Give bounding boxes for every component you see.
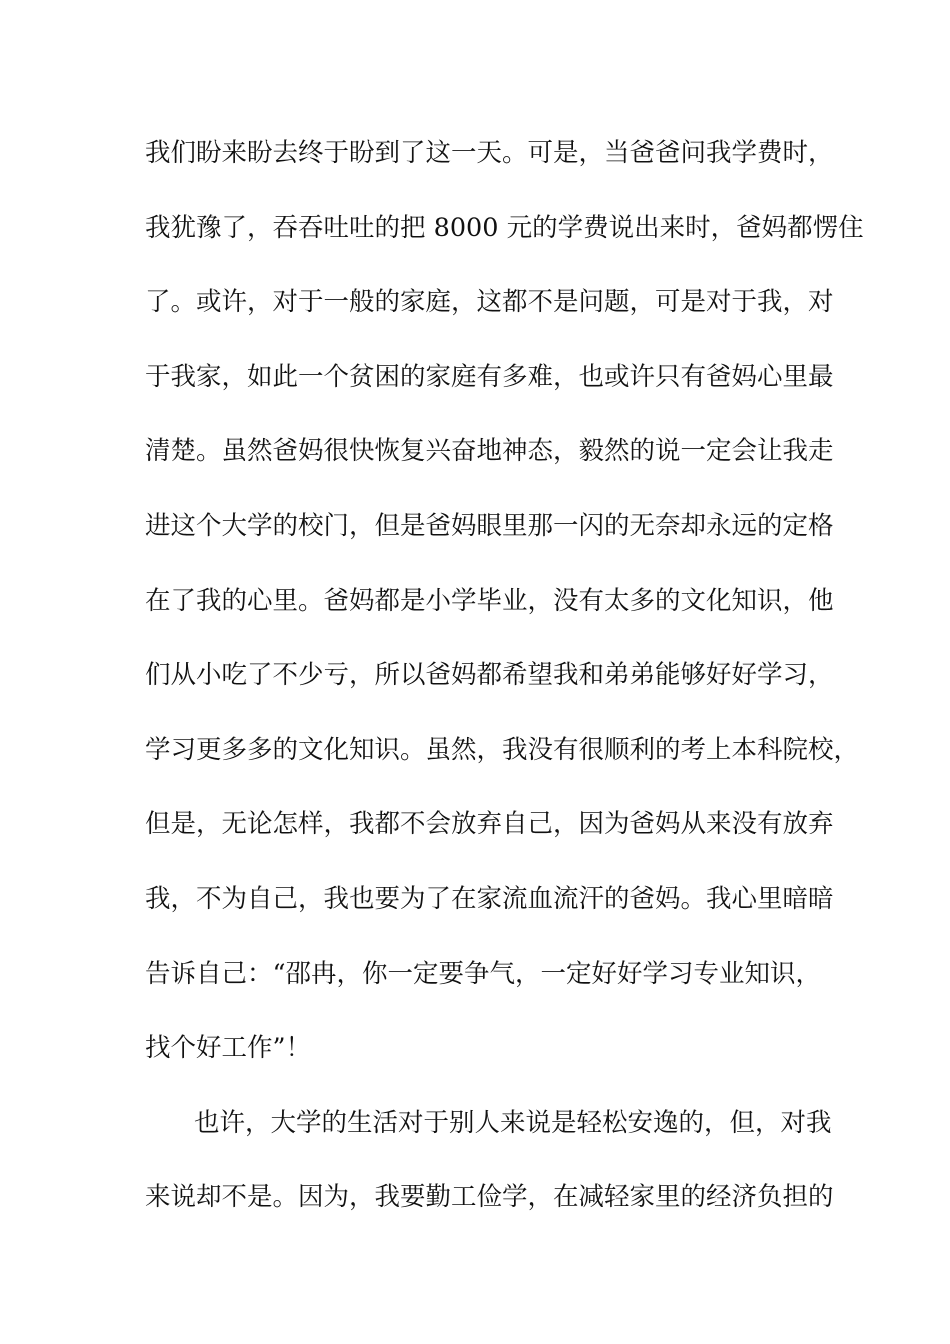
text-line: 清楚。虽然爸妈很快恢复兴奋地神态，毅然的说一定会让我走 [145,436,834,467]
text-line: 进这个大学的校门，但是爸妈眼里那一闪的无奈却永远的定格 [145,510,834,541]
text-line: 来说却不是。因为，我要勤工俭学，在减轻家里的经济负担的 [145,1182,834,1213]
text-line: 找个好工作”！ [145,1033,312,1064]
text-line: 学习更多多的文化知识。虽然，我没有很顺利的考上本科院校， [145,734,860,765]
text-line: 我们盼来盼去终于盼到了这一天。可是，当爸爸问我学费时， [145,138,834,168]
paragraph-start-line: 也许，大学的生活对于别人来说是轻松安逸的，但，对我 [194,1107,832,1138]
body-text [145,126,864,1245]
text-line: 们从小吃了不少亏，所以爸妈都希望我和弟弟能够好好学习， [145,660,834,691]
text-line: 于我家，如此一个贫困的家庭有多难，也或许只有爸妈心里最 [145,361,834,392]
text-line: 了。或许，对于一般的家庭，这都不是问题，可是对于我，对 [145,287,834,318]
text-line: 告诉自己：“邵冉，你一定要争气，一定好好学习专业知识， [145,958,822,989]
text-line: 在了我的心里。爸妈都是小学毕业，没有太多的文化知识，他 [145,585,834,616]
text-line: 但是，无论怎样，我都不会放弃自己，因为爸妈从来没有放弃 [145,809,834,840]
text-line: 我，不为自己，我也要为了在家流血流汗的爸妈。我心里暗暗 [145,883,834,914]
text-line: 我犹豫了，吞吞吐吐的把 8000 元的学费说出来时，爸妈都愣住 [145,212,864,243]
